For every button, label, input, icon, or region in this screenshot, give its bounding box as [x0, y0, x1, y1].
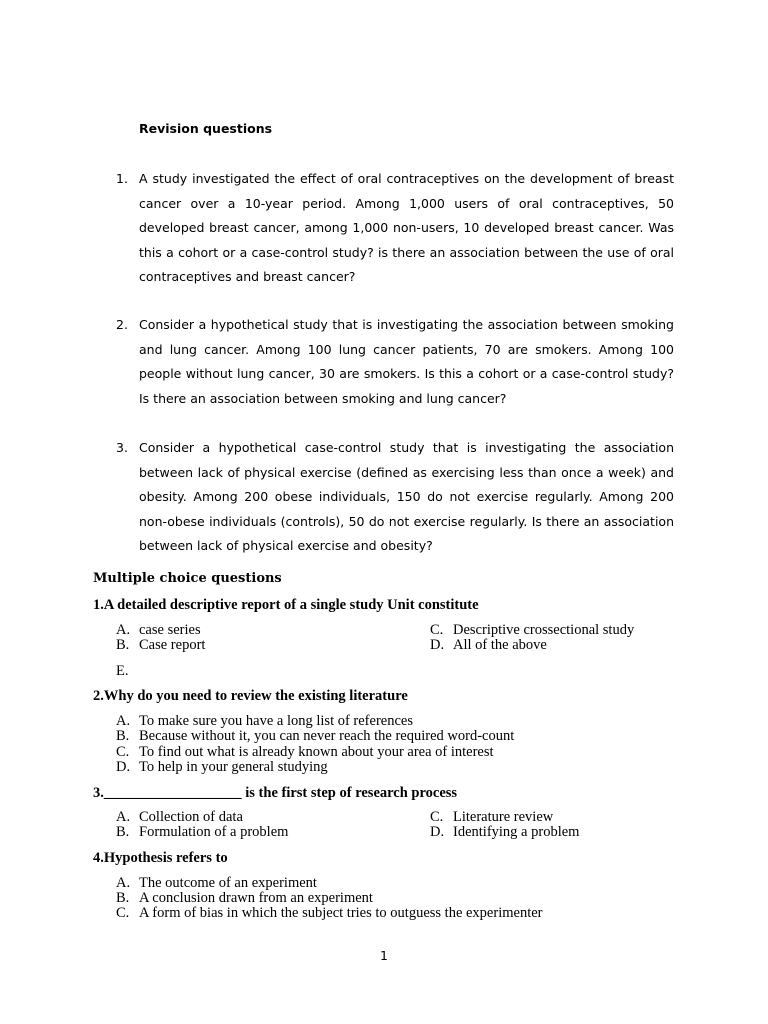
option-letter: A. — [116, 875, 131, 891]
revision-title: Revision questions — [139, 121, 273, 136]
page-number: 1 — [380, 948, 388, 963]
option-text: Literature review — [453, 809, 554, 825]
mcq-4-option-a — [116, 875, 317, 891]
option-text: A form of bias in which the subject tries to outguess the experimenter — [139, 905, 543, 921]
revision-question-3 — [116, 436, 674, 559]
question-number: 2. — [116, 317, 128, 332]
mcq-3-option-a — [116, 809, 243, 825]
option-text: Descriptive crossectional study — [453, 622, 635, 638]
option-letter: C. — [430, 809, 444, 825]
option-text: A conclusion drawn from an experiment — [139, 890, 373, 906]
option-text: To help in your general studying — [139, 759, 328, 775]
option-letter: B. — [116, 728, 130, 744]
question-text: Consider a hypothetical case-control study that is investigating the association between lack of physical exercise (defined as exercising less than once a week) and obesity. Among 200 obese individuals, 150 do not exercise regularly. Among 200 non-obese individuals (controls), 50 do not exercise regularly. Is there an association between lack of physical exercise and obesity? — [139, 440, 674, 554]
mcq-1-stem: 1.A detailed descriptive report of a single study Unit constitute — [93, 597, 479, 613]
option-letter: A. — [116, 713, 131, 729]
option-letter: C. — [430, 622, 444, 638]
mcq-2-option-b — [116, 728, 515, 744]
option-letter: E. — [116, 663, 129, 679]
question-number: 3. — [116, 440, 128, 455]
mcq-2-option-c — [116, 744, 494, 760]
mcq-2-option-a — [116, 713, 413, 729]
mcq-4-option-c — [116, 905, 543, 921]
mcq-4-option-b — [116, 890, 373, 906]
option-letter: B. — [116, 637, 130, 653]
option-letter: A. — [116, 809, 131, 825]
option-text: To make sure you have a long list of references — [139, 713, 413, 729]
option-letter: D. — [116, 759, 131, 775]
question-text: Consider a hypothetical study that is investigating the association between smoking and lung cancer. Among 100 lung cancer patients, 70 are smokers. Among 100 people without lung cancer, 30 are smokers. Is this a cohort or a case-control study? Is there an association between smoking and lung cancer? — [139, 317, 674, 406]
option-letter: D. — [430, 824, 445, 840]
mcq-3-option-b — [116, 824, 289, 840]
option-text: Because without it, you can never reach the required word-count — [139, 728, 515, 744]
option-text: All of the above — [453, 637, 547, 653]
option-letter: C. — [116, 905, 130, 921]
mcq-2-option-d — [116, 759, 328, 775]
mcq-4-stem: 4.Hypothesis refers to — [93, 850, 228, 866]
option-letter: A. — [116, 622, 131, 638]
option-text: Identifying a problem — [453, 824, 580, 840]
option-text: Formulation of a problem — [139, 824, 289, 840]
mcq-1-option-b — [116, 637, 206, 653]
mcq-1-option-a — [116, 622, 201, 638]
option-letter: B. — [116, 824, 130, 840]
option-letter: B. — [116, 890, 130, 906]
option-letter: D. — [430, 637, 445, 653]
question-number: 1. — [116, 171, 128, 186]
revision-question-1 — [116, 167, 674, 290]
option-text: case series — [139, 622, 201, 638]
option-letter: C. — [116, 744, 130, 760]
mcq-1-option-d — [430, 637, 547, 653]
revision-question-2 — [116, 313, 674, 411]
mcq-2-stem: 2.Why do you need to review the existing literature — [93, 688, 408, 704]
option-text: Collection of data — [139, 809, 243, 825]
option-text: The outcome of an experiment — [139, 875, 317, 891]
mcq-1-option-c — [430, 622, 635, 638]
option-text: Case report — [139, 637, 206, 653]
mcq-3-option-d — [430, 824, 580, 840]
option-text: To find out what is already known about your area of interest — [139, 744, 494, 760]
mcq-3-stem: 3.___________________ is the first step of research process — [93, 785, 458, 801]
mcq-3-option-c — [430, 809, 554, 825]
question-text: A study investigated the effect of oral contraceptives on the development of breast cancer over a 10-year period. Among 1,000 users of oral contraceptives, 50 developed breast cancer, among 1,000 non-users, 10 developed breast cancer. Was this a cohort or a case-control study? is there an association between the use of oral contraceptives and breast cancer? — [139, 171, 674, 285]
mcq-title: Multiple choice questions — [93, 571, 282, 586]
